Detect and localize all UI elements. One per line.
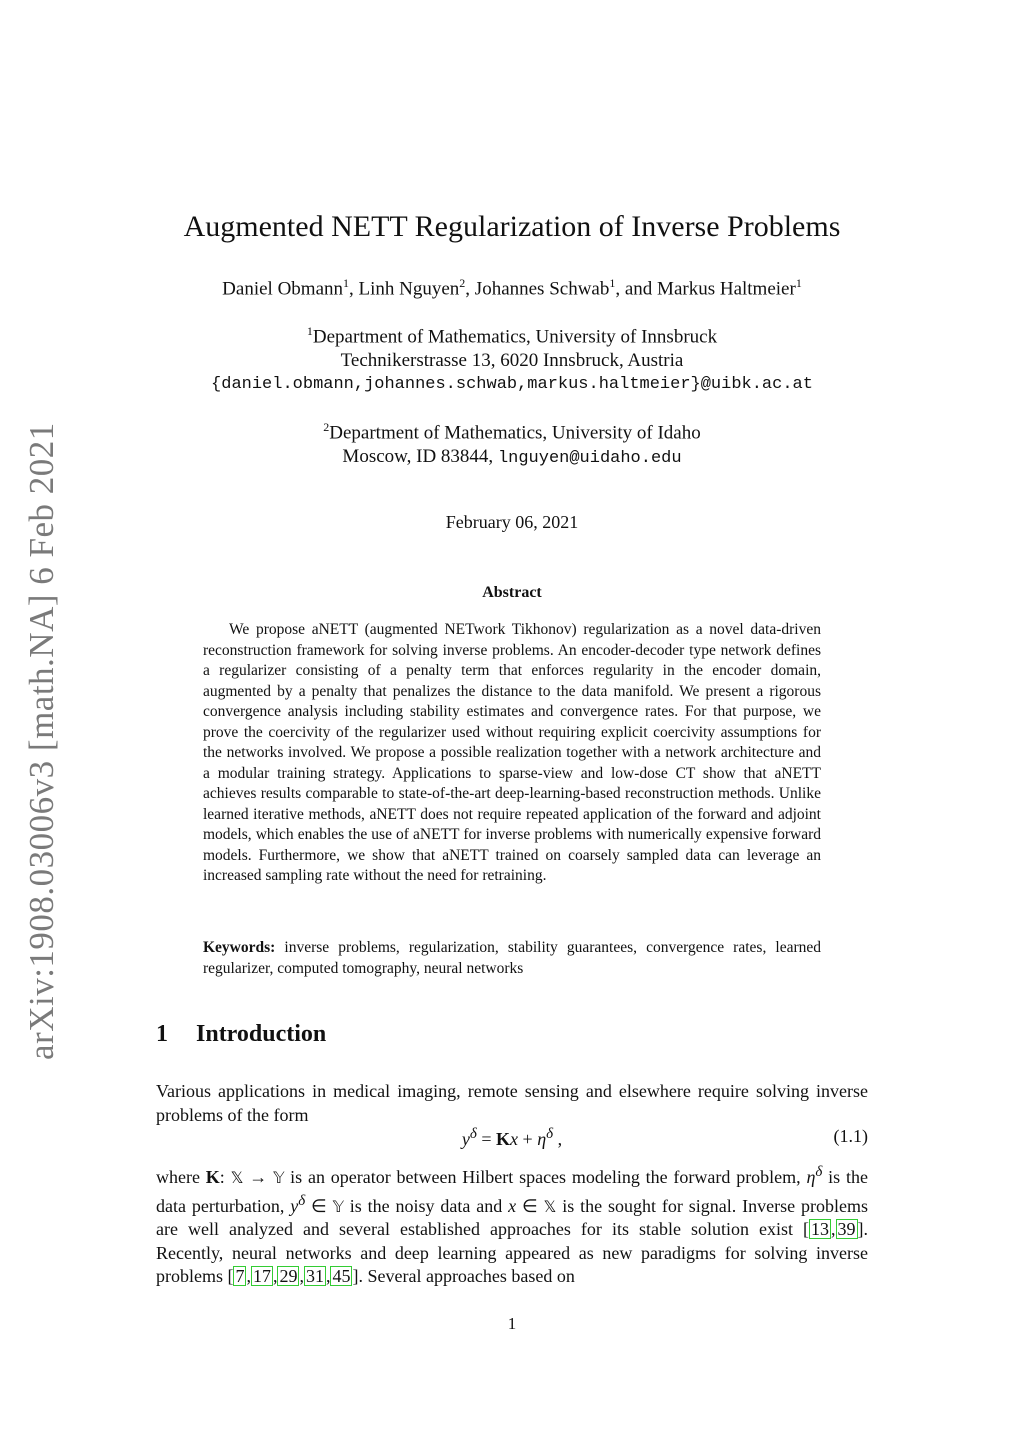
eq-symbol: η [537,1129,547,1149]
math-symbol: δ [298,1192,306,1209]
eq-symbol: K [496,1129,511,1149]
citation-link[interactable]: 45 [332,1266,351,1286]
author-separator: , and [615,278,658,300]
equation-1-1 [156,1126,868,1152]
citation-link[interactable]: 31 [305,1266,324,1286]
author-list [0,276,1024,300]
affiliation-department: Department of Mathematics, University of Innsbruck [312,326,718,348]
author-name: Linh Nguyen [358,278,460,300]
citation-link[interactable]: 17 [252,1266,271,1286]
paper-title: Augmented NETT Regularization of Inverse Problems [183,210,841,243]
math-symbol: ∈ [516,1195,544,1216]
eq-symbol: δ [469,1126,477,1142]
equation-number: (1.1) [833,1126,868,1146]
math-symbol: y [290,1195,299,1216]
math-symbol: δ [815,1164,823,1180]
affiliation-address: Moscow, ID 83844, [342,446,498,468]
affiliation-mark: 2 [459,276,466,290]
section-heading [156,1021,326,1048]
intro-paragraph: Various applications in medical imaging, remote sensing and elsewhere require solving inverse problems of the form [156,1081,868,1125]
author-name: Markus Haltmeier [657,278,796,300]
eq-operator: , [553,1129,563,1149]
text-run: ]. Recently, neural networks and deep learning appeared as new paradigms for solving inverse problems [ [156,1219,868,1286]
author-name: Daniel Obmann [222,278,343,300]
author-separator: , [349,278,359,300]
math-symbol: x [508,1195,517,1216]
eq-operator: = [476,1129,497,1149]
affiliation-email[interactable]: {daniel.obmann,johannes.schwab,markus.haltmeier}@uibk.ac.at [211,375,813,395]
equation-body [156,1126,868,1150]
math-symbol: ∈ [305,1195,333,1216]
affiliation-address: Technikerstrasse 13, 6020 Innsbruck, Austria [340,350,684,372]
math-symbol: K [205,1167,220,1187]
section-number: 1 [156,1021,168,1047]
text-run: where [156,1167,206,1187]
text-run: ]. Several approaches based on [352,1266,575,1286]
citation-link[interactable]: 7 [235,1266,245,1286]
abstract-heading: Abstract [482,584,542,601]
affiliation-idaho [0,415,1024,471]
math-symbol: → [243,1167,274,1187]
keywords [203,938,821,979]
affiliation-email[interactable]: lnguyen@uidaho.edu [497,449,682,469]
math-symbol: η [806,1167,816,1187]
affiliation-mark: 1 [795,276,802,290]
math-symbol: 𝕐 [332,1196,344,1216]
affiliation-mark: 2 [323,420,330,434]
eq-operator: + [518,1129,538,1149]
intro-paragraph: where K: 𝕏 → 𝕐 is an operator between Hilbert spaces modeling the forward problem, $\eta^\delta$ is the data perturbation, $y^\delta$ ∈ 𝕐 is the noisy data and x ∈ 𝕏 is the sought for signal. Inverse problems are well analyzed and several established approaches for its stable solution exist [ 13 , 39 ]. Recently, neural networks and deep learning appeared as new paradigms for solving inverse problems [ 7 , 17 , 29 , 31 , 45 ]. Several approaches based on [156,1164,868,1286]
eq-symbol: x [510,1129,519,1149]
page-number: 1 [507,1314,517,1333]
math-symbol: 𝕏 [543,1196,557,1216]
affiliation-mark: 1 [609,276,616,290]
section-title: Introduction [196,1021,327,1047]
paper-date: February 06, 2021 [445,512,579,532]
text-run: is the sought for signal. Inverse problems are well analyzed and several established approaches for its stable solution exist [ [156,1195,868,1239]
citation-link[interactable]: 39 [837,1219,856,1239]
text-run: is an operator between Hilbert spaces modeling the forward problem, [284,1167,807,1187]
eq-symbol: y [461,1129,470,1149]
text-run: : [219,1167,231,1187]
affiliation-innsbruck [0,319,1024,397]
eq-symbol: δ [546,1126,554,1142]
author-name: Johannes Schwab [474,278,610,300]
abstract-text: We propose aNETT (augmented NETwork Tikhonov) regularization as a novel data-driven reconstruction framework for solving inverse problems. An encoder-decoder type network defines a regularizer consisting of a penalty term that enforces regularity in the encoder domain, augmented by a penalty that penalizes the distance to the data manifold. We present a rigorous convergence analysis including stability estimates and convergence rates. For that purpose, we prove the coercivity of the regularizer used without requiring explicit coercivity assumptions for the networks involved. We propose a possible realization together with a network architecture and a modular training strategy. Applications to sparse-view and low-dose CT show that aNETT achieves results comparable to state-of-the-art deep-learning-based reconstruction methods. Unlike learned iterative methods, aNETT does not require repeated application of the forward and adjoint models, which enables the use of aNETT for inverse problems with numerically expensive forward models. Furthermore, we show that aNETT trained on coarsely sampled data can leverage an increased sampling rate without the need for retraining. [203,621,821,884]
author-separator: , [465,278,475,300]
affiliation-mark: 1 [306,324,313,338]
citation-link[interactable]: 13 [811,1219,829,1239]
keywords-text: inverse problems, regularization, stability guarantees, convergence rates, learned regularizer, computed tomography, neural networks [203,939,821,977]
math-symbol: 𝕏 [230,1168,244,1187]
keywords-label: Keywords: [203,939,276,956]
citation-link[interactable]: 29 [279,1266,298,1286]
text-run: is the noisy data and [343,1195,509,1216]
arxiv-identifier: arXiv:1908.03006v3 [math.NA] 6 Feb 2021 [22,422,61,1060]
affiliation-mark: 1 [343,276,349,290]
text-run: is the data perturbation, [156,1167,868,1216]
math-symbol: 𝕐 [273,1168,285,1187]
affiliation-department: Department of Mathematics, University of Idaho [329,422,701,444]
